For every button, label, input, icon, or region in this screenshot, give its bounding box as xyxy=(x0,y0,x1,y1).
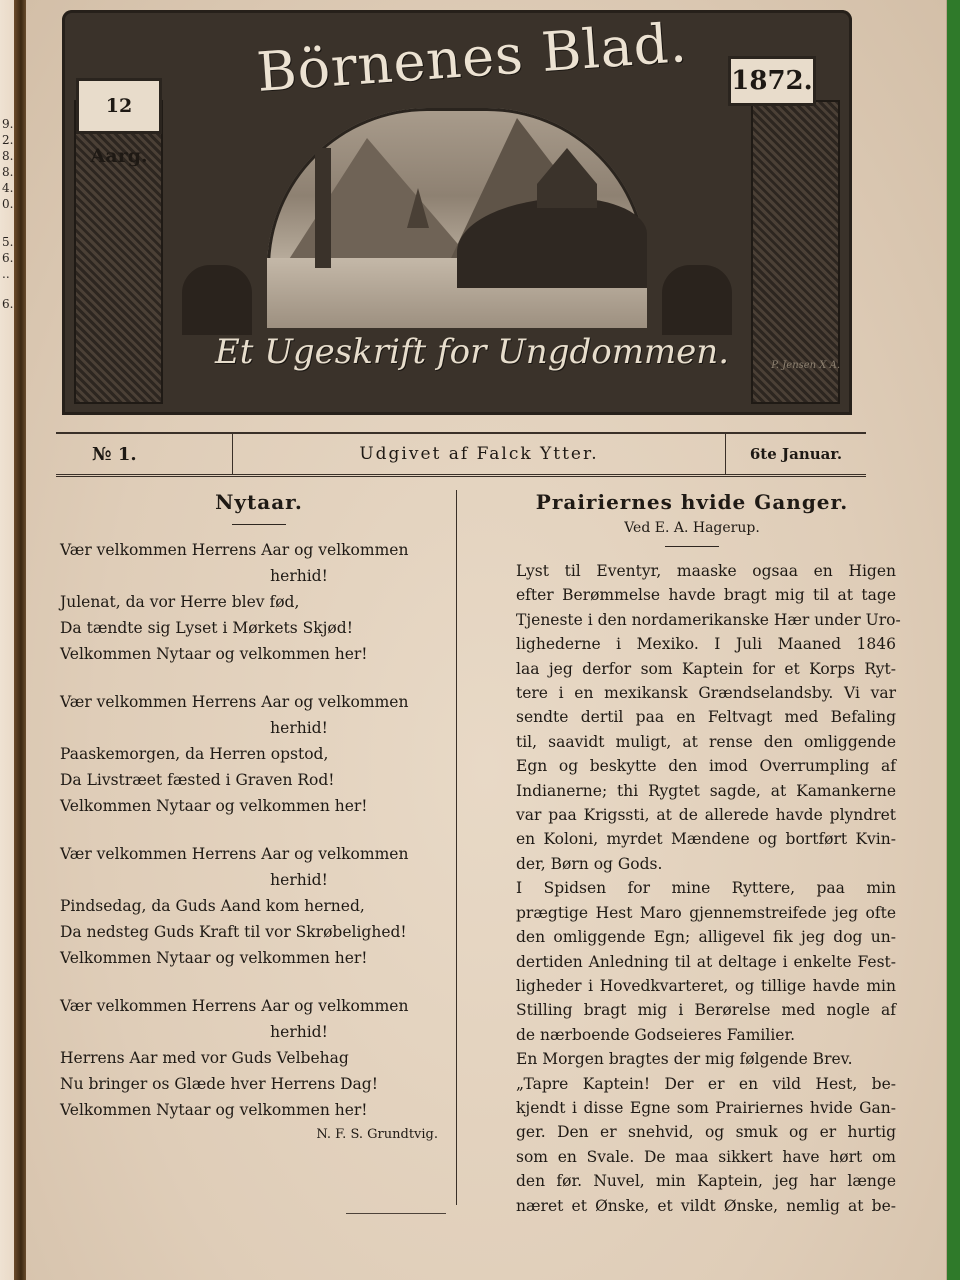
text-line: den før. Nuvel, min Kaptein, jeg har længe xyxy=(516,1172,896,1191)
text-line: I Spidsen for mine Ryttere, paa min xyxy=(516,879,896,898)
text-line: sendte dertil paa en Feltvagt med Befaling xyxy=(516,708,896,727)
poem-column xyxy=(60,485,458,1142)
story-paragraph xyxy=(488,1047,896,1071)
publication-title: Börnenes Blad. xyxy=(254,11,690,104)
text-line: lighederne i Mexiko. I Juli Maaned 1846 xyxy=(516,635,896,654)
verse-line: Pindsedag, da Guds Aand kom herned, xyxy=(60,897,365,915)
fjord-scene xyxy=(267,108,647,328)
end-rule xyxy=(346,1213,446,1214)
story-column xyxy=(488,485,901,1218)
poem-author: N. F. S. Grundtvig. xyxy=(316,1127,438,1142)
stanza xyxy=(60,841,458,971)
verse-line: herhid! xyxy=(270,871,328,889)
text-line: laa jeg derfor som Kaptein for et Korps Ryt- xyxy=(516,659,896,678)
newspaper-page xyxy=(26,0,947,1280)
text-line: efter Berømmelse havde bragt mig til at tage xyxy=(516,586,896,605)
verse-line: Da tændte sig Lyset i Mørkets Skjød! xyxy=(60,619,353,637)
text-line: prægtige Hest Maro gjennemstreifede jeg ofte xyxy=(516,903,896,922)
verse-line: Da nedsteg Guds Kraft til vor Skrøbelighed! xyxy=(60,923,407,941)
text-line: En Morgen bragtes der mig følgende Brev. xyxy=(516,1050,853,1069)
carved-pillar-right xyxy=(751,100,840,404)
text-line: en Koloni, myrdet Mændene og bortført Kvin- xyxy=(516,830,896,849)
story-paragraph xyxy=(488,876,896,1047)
volume-label: 12 Aarg. xyxy=(76,78,162,134)
stanza xyxy=(60,537,458,667)
title-rule xyxy=(232,524,286,525)
stanza xyxy=(60,689,458,819)
children-figures-right xyxy=(662,265,732,335)
margin-fragment: 9. xyxy=(2,117,14,131)
text-line: Stilling bragt mig i Berørelse med nogle af xyxy=(516,1001,896,1020)
issue-number: № 1. xyxy=(56,434,233,474)
children-figures-left xyxy=(182,265,252,335)
margin-fragment: 0. xyxy=(2,197,14,211)
verse-line: Nu bringer os Glæde hver Herrens Dag! xyxy=(60,1075,378,1093)
obelisk-icon xyxy=(315,148,331,268)
story-paragraph xyxy=(488,1072,896,1218)
margin-fragment: 8. xyxy=(2,165,14,179)
margin-fragment: 6. xyxy=(2,251,14,265)
poem-title: Nytaar. xyxy=(215,490,303,514)
verse-line: Julenat, da vor Herre blev fød, xyxy=(60,593,300,611)
margin-fragment: 4. xyxy=(2,181,14,195)
story-title: Prairiernes hvide Ganger. xyxy=(535,490,849,514)
verse-line: Herrens Aar med vor Guds Velbehag xyxy=(60,1049,349,1067)
verse-line: herhid! xyxy=(270,719,328,737)
margin-fragment: .. xyxy=(2,267,10,281)
year-label: 1872. xyxy=(728,56,816,106)
issue-date: 6te Januar. xyxy=(749,445,843,463)
text-line: som en Svale. De maa sikkert have hørt om xyxy=(516,1147,896,1166)
verse-line: Da Livstræet fæsted i Graven Rod! xyxy=(60,771,335,789)
text-line: den omliggende Egn; alligevel fik jeg dog un- xyxy=(516,928,896,947)
text-line: der, Børn og Gods. xyxy=(516,854,663,873)
engraver-signature: P. Jensen X A. xyxy=(771,360,840,371)
text-line: Egn og beskytte den imod Overrumpling af xyxy=(516,757,896,776)
margin-fragment: 5. xyxy=(2,235,14,249)
issue-info-bar xyxy=(56,432,866,477)
verse-line: Velkommen Nytaar og velkommen her! xyxy=(60,1101,368,1119)
margin-fragment: 6. xyxy=(2,297,14,311)
text-line: „Tapre Kaptein! Der er en vild Hest, be- xyxy=(516,1074,896,1093)
masthead-illustration xyxy=(62,10,852,415)
stanza xyxy=(60,993,458,1123)
verse-line: Vær velkommen Herrens Aar og velkommen xyxy=(60,997,409,1015)
text-line: dertiden Anledning til at deltage i enkelte Fest- xyxy=(516,952,896,971)
text-line: kjendt i disse Egne som Prairiernes hvide Gan- xyxy=(516,1098,896,1117)
verse-line: Vær velkommen Herrens Aar og velkommen xyxy=(60,693,409,711)
publication-subtitle: Et Ugeskrift for Ungdommen. xyxy=(214,332,730,372)
text-line: næret et Ønske, et vildt Ønske, nemlig at be- xyxy=(516,1196,896,1215)
text-line: ger. Den er snehvid, og smuk og er hurtig xyxy=(516,1123,896,1142)
text-line: Tjeneste i den nordamerikanske Hær under Uro- xyxy=(516,610,901,629)
verse-line: Velkommen Nytaar og velkommen her! xyxy=(60,949,368,967)
story-byline: Ved E. A. Hagerup. xyxy=(624,520,760,536)
story-paragraph xyxy=(488,559,901,876)
editor-line: Udgivet af Falck Ytter. xyxy=(233,434,726,474)
margin-fragment: 2. xyxy=(2,133,14,147)
verse-line: Paaskemorgen, da Herren opstod, xyxy=(60,745,329,763)
text-line: til, saavidt muligt, at rense den omliggende xyxy=(516,732,896,751)
verse-line: Vær velkommen Herrens Aar og velkommen xyxy=(60,845,409,863)
verse-line: Velkommen Nytaar og velkommen her! xyxy=(60,797,368,815)
text-line: var paa Krigssti, at de allerede havde plyndret xyxy=(516,806,896,825)
verse-line: herhid! xyxy=(270,1023,328,1041)
text-line: ligheder i Hovedkvarteret, og tillige havde min xyxy=(516,976,896,995)
verse-line: herhid! xyxy=(270,567,328,585)
text-line: de nærboende Godseieres Familier. xyxy=(516,1025,796,1044)
margin-fragment: 8. xyxy=(2,149,14,163)
text-line: Indianerne; thi Rygtet sagde, at Kamankerne xyxy=(516,781,896,800)
verse-line: Velkommen Nytaar og velkommen her! xyxy=(60,645,368,663)
text-line: Lyst til Eventyr, maaske ogsaa en Higen xyxy=(516,562,896,580)
title-rule xyxy=(665,546,719,547)
verse-line: Vær velkommen Herrens Aar og velkommen xyxy=(60,541,409,559)
text-line: tere i en mexikansk Grændselandsby. Vi var xyxy=(516,684,896,703)
